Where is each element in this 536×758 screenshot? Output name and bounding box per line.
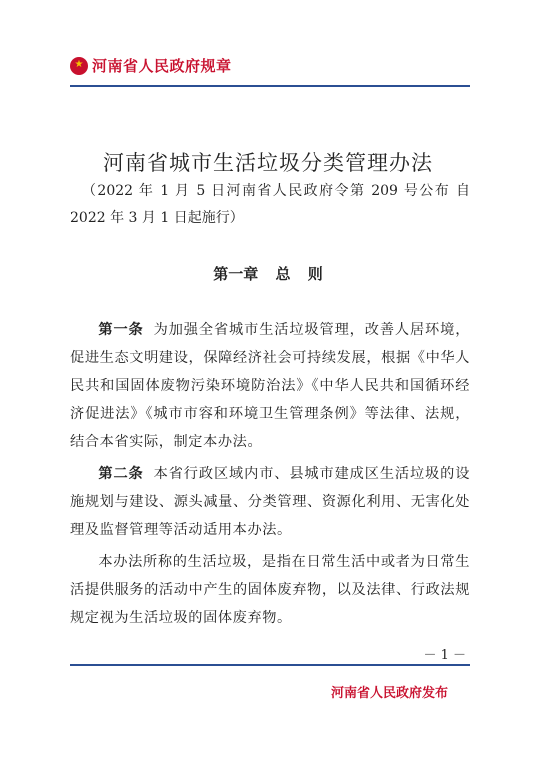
chapter-heading: 第一章 总 则 xyxy=(213,265,323,283)
footer-rule xyxy=(70,664,470,666)
document-body xyxy=(70,316,470,632)
document-source-note: （2022 年 1 月 5 日河南省人民政府令第 209 号公布 自 2022 年 3 月 1 日起施行） xyxy=(70,183,470,226)
document-title: 河南省城市生活垃圾分类管理办法 xyxy=(103,151,433,175)
header-rule xyxy=(70,85,470,87)
national-emblem-icon xyxy=(70,57,88,75)
article-1 xyxy=(70,316,470,456)
article-text: 本省行政区域内市、县城市建成区生活垃圾的设施规划与建设、源头减量、分类管理、资源化利用、无害化处理及监督管理等活动适用本办法。 xyxy=(70,466,470,538)
article-label: 第二条 xyxy=(98,466,144,482)
document-header xyxy=(70,55,232,76)
page-number: － 1 － xyxy=(423,648,466,663)
article-label: 第一条 xyxy=(98,322,144,338)
publisher-footer: 河南省人民政府发布 xyxy=(330,686,448,701)
article-text: 为加强全省城市生活垃圾管理，改善人居环境，促进生态文明建设，保障经济社会可持续发展，根据《中华人民共和国固体废物污染环境防治法》《中华人民共和国循环经济促进法》《城市市容和环境卫生管理条例》等法律、法规，结合本省实际，制定本办法。 xyxy=(70,322,470,450)
article-2 xyxy=(70,460,470,544)
header-title: 河南省人民政府规章 xyxy=(92,57,232,75)
definition-paragraph: 本办法所称的生活垃圾，是指在日常生活中或者为日常生活提供服务的活动中产生的固体废弃物，以及法律、行政法规规定视为生活垃圾的固体废弃物。 xyxy=(70,554,470,626)
